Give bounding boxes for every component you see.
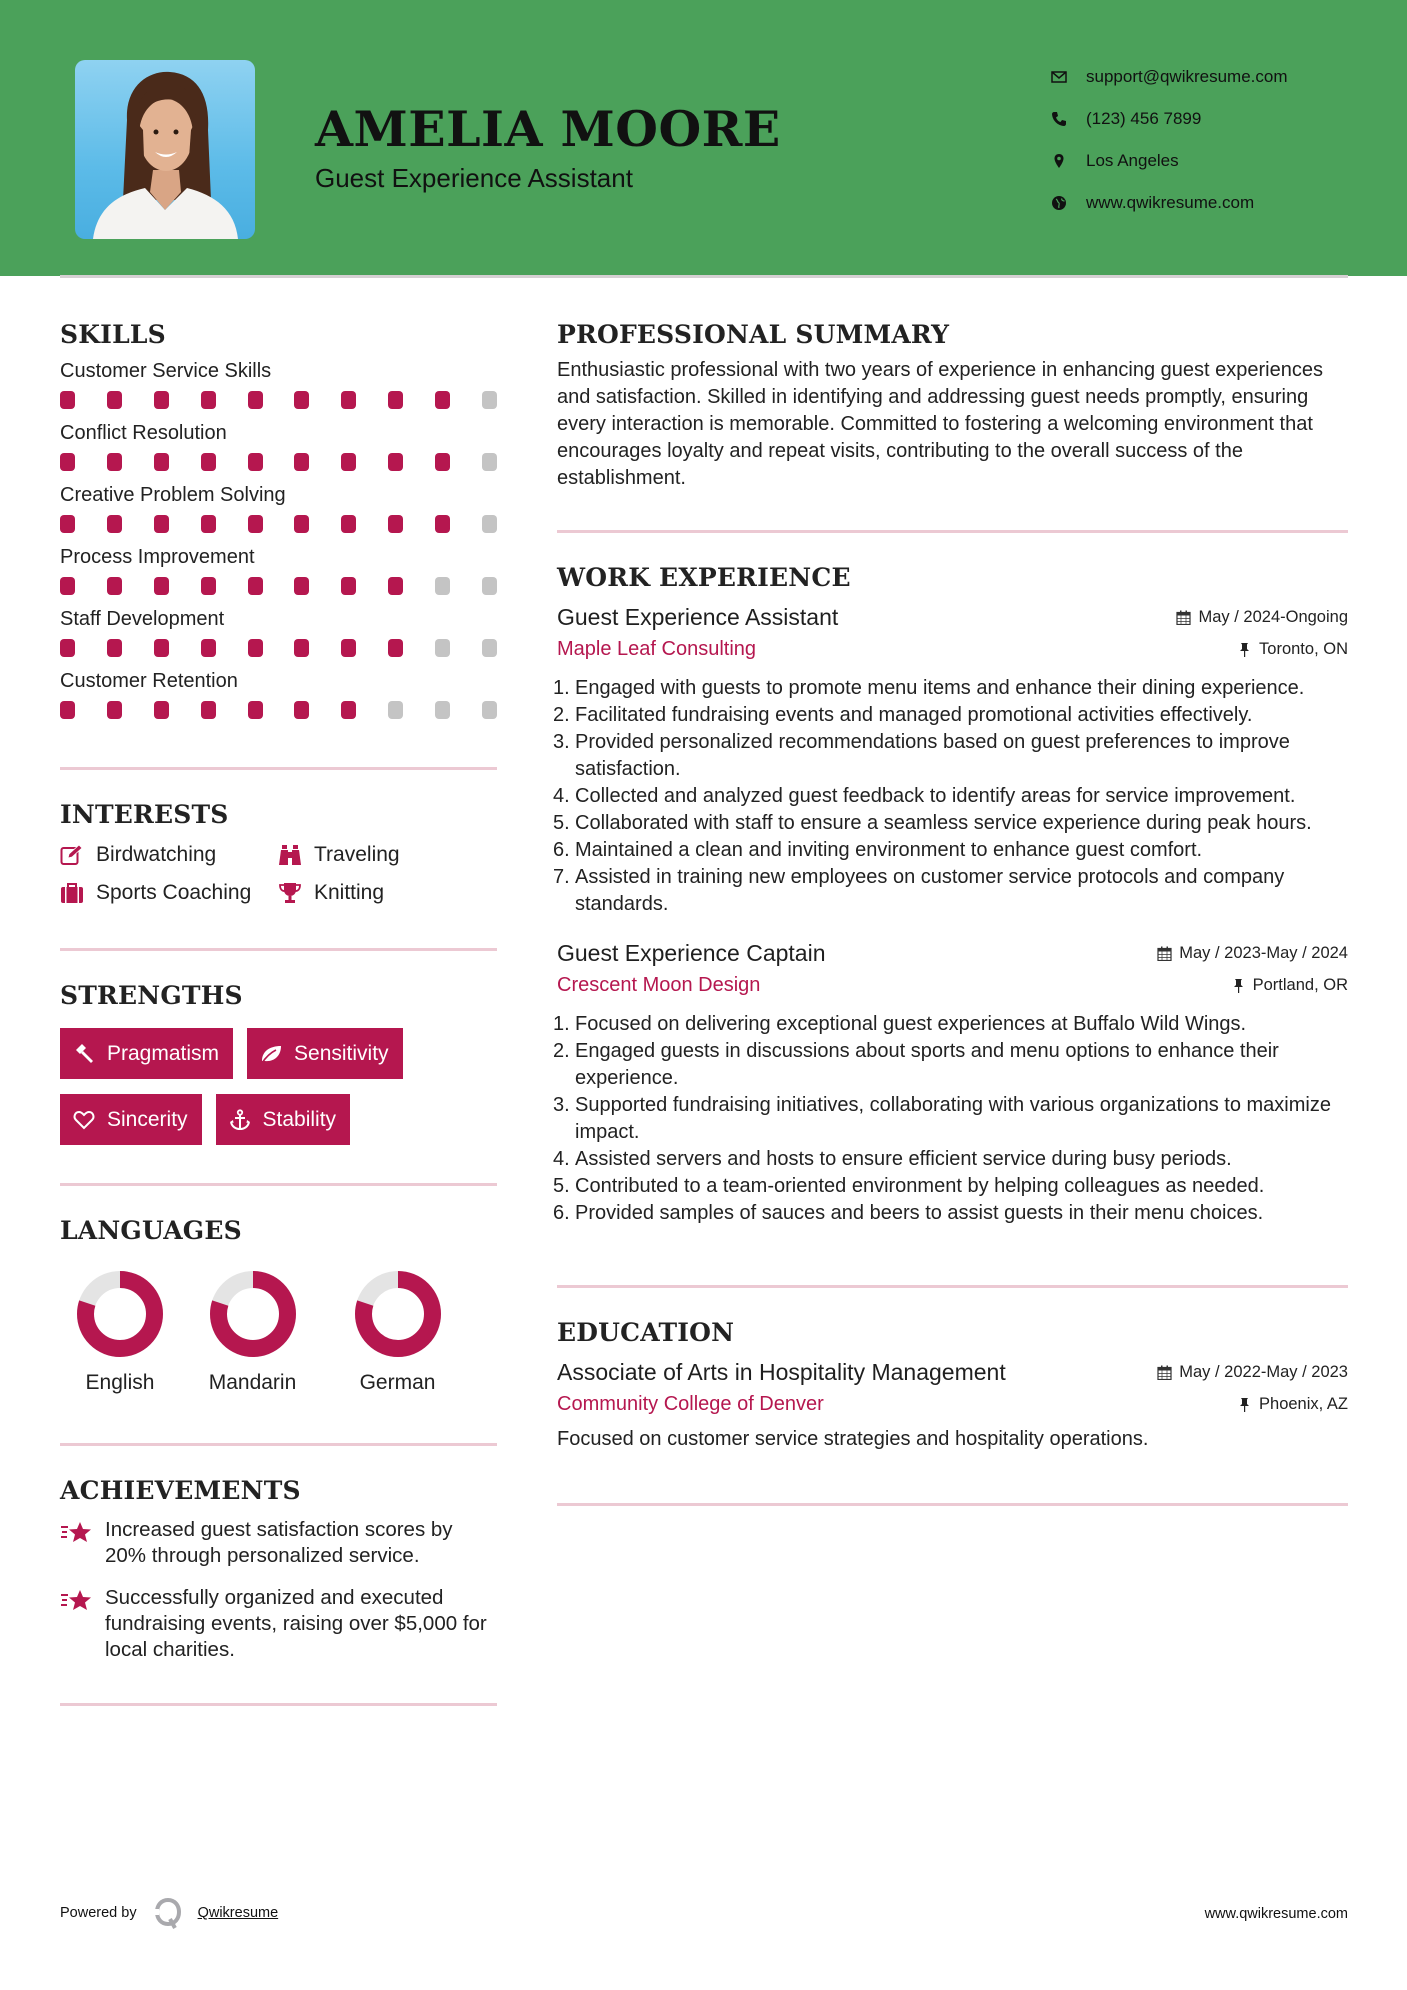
envelope-icon [1050, 68, 1068, 86]
achievement-text: Increased guest satisfaction scores by 20% through personalized service. [105, 1518, 453, 1567]
pushpin-icon [1231, 978, 1246, 993]
qwikresume-link[interactable]: Qwikresume [197, 1905, 279, 1921]
rating-dot-filled [107, 391, 122, 409]
map-marker-icon [1050, 152, 1068, 170]
achievement-item [60, 1585, 497, 1663]
job-subheader [557, 638, 1348, 661]
job-bullet: Focused on delivering exceptional guest experiences at Buffalo Wild Wings. [575, 1013, 1247, 1035]
skills-list [60, 357, 497, 721]
rating-dot-filled [435, 515, 450, 533]
rating-dot-filled [201, 577, 216, 595]
rating-dot-filled [341, 577, 356, 595]
language-label: English [85, 1371, 155, 1394]
rating-dot-filled [107, 639, 122, 657]
languages-list [60, 1271, 497, 1395]
rating-dot-filled [294, 453, 309, 471]
job-location [1231, 976, 1348, 995]
rating-dot-filled [107, 515, 122, 533]
languages-section [60, 1216, 497, 1395]
education-dates [1157, 1363, 1348, 1382]
achievement-text: Successfully organized and executed fundraising events, raising over $5,000 for local charities. [105, 1586, 487, 1661]
rating-dot-empty [482, 639, 497, 657]
section-divider [60, 767, 497, 770]
rating-dot-filled [60, 639, 75, 657]
interest-item [278, 881, 478, 905]
skill-label: Customer Service Skills [60, 360, 272, 382]
interests-heading: INTERESTS [60, 800, 229, 829]
trophy-icon [278, 881, 304, 905]
contact-location [1050, 140, 1288, 182]
job-header [557, 940, 1348, 967]
rating-dot-filled [341, 391, 356, 409]
calendar-icon [1157, 946, 1172, 961]
rating-dot-filled [107, 577, 122, 595]
left-column [60, 320, 497, 1706]
interest-label: Traveling [314, 843, 400, 866]
education-degree: Associate of Arts in Hospitality Management [557, 1359, 1006, 1385]
rating-dot-filled [60, 391, 75, 409]
rating-dot-filled [201, 639, 216, 657]
strengths-heading: STRENGTHS [60, 981, 243, 1010]
rating-dot-filled [201, 453, 216, 471]
rating-dot-filled [341, 639, 356, 657]
job-bullet: Engaged with guests to promote menu items and enhance their dining experience. [575, 677, 1305, 699]
job-location [1237, 640, 1348, 659]
section-divider [60, 1443, 497, 1446]
job-bullet: Assisted servers and hosts to ensure efficient service during busy periods. [575, 1148, 1232, 1170]
summary-heading: PROFESSIONAL SUMMARY [557, 320, 950, 349]
job-location-text: Portland, OR [1252, 976, 1348, 994]
job-subheader [557, 974, 1348, 997]
strength-chip [247, 1028, 403, 1079]
education-section [557, 1318, 1348, 1453]
achievements-heading: ACHIEVEMENTS [60, 1476, 301, 1505]
job-bullet: Collaborated with staff to ensure a seamless service experience during peak hours. [575, 812, 1312, 834]
rating-dot-filled [388, 453, 403, 471]
qwikresume-logo-icon [153, 1897, 183, 1929]
shooting-star-icon [60, 1519, 94, 1569]
section-divider [60, 948, 497, 951]
job-bullet: Collected and analyzed guest feedback to identify areas for service improvement. [575, 785, 1296, 807]
contact-website [1050, 182, 1288, 224]
skill-label: Staff Development [60, 608, 225, 630]
rating-dot-filled [154, 515, 169, 533]
section-divider [557, 1503, 1348, 1506]
rating-dot-empty [435, 639, 450, 657]
skill-item [60, 667, 497, 721]
education-location-text: Phoenix, AZ [1259, 1395, 1348, 1413]
experience-section [557, 563, 1348, 1227]
language-label: Mandarin [208, 1371, 297, 1394]
rating-dot-filled [248, 577, 263, 595]
interest-label: Birdwatching [96, 843, 217, 866]
language-proficiency-donut [210, 1271, 296, 1357]
language-item [60, 1271, 180, 1395]
rating-dot-filled [388, 639, 403, 657]
edit-icon [60, 843, 86, 867]
skill-label: Process Improvement [60, 546, 255, 568]
education-heading: EDUCATION [557, 1318, 735, 1347]
education-entry [557, 1359, 1348, 1453]
binoculars-icon [278, 843, 304, 867]
rating-dot-filled [248, 391, 263, 409]
rating-dot-filled [201, 515, 216, 533]
rating-dot-filled [201, 701, 216, 719]
job-bullet: Assisted in training new employees on customer service protocols and company standards. [575, 866, 1285, 915]
suitcase-icon [60, 881, 86, 905]
skill-rating [60, 701, 497, 721]
rating-dot-filled [154, 453, 169, 471]
job-role: Guest Experience Captain [557, 940, 826, 966]
job-bullet: Provided personalized recommendations based on guest preferences to improve satisfaction. [575, 731, 1290, 780]
rating-dot-filled [154, 391, 169, 409]
strength-label: Sincerity [107, 1107, 188, 1131]
skill-item [60, 481, 497, 535]
rating-dot-filled [388, 515, 403, 533]
pushpin-icon [1237, 1397, 1252, 1412]
rating-dot-filled [388, 391, 403, 409]
rating-dot-filled [60, 515, 75, 533]
skill-item [60, 605, 497, 659]
education-location [1237, 1395, 1348, 1414]
leaf-icon [259, 1042, 283, 1066]
contact-location-text: Los Angeles [1086, 151, 1179, 170]
rating-dot-filled [60, 701, 75, 719]
rating-dot-filled [248, 515, 263, 533]
job-dates [1157, 944, 1348, 963]
language-proficiency-donut [77, 1271, 163, 1357]
job-header [557, 604, 1348, 631]
strength-label: Sensitivity [294, 1041, 389, 1065]
language-item [325, 1271, 470, 1395]
heart-icon [72, 1108, 96, 1132]
contact-email [1050, 56, 1288, 98]
rating-dot-filled [294, 701, 309, 719]
section-divider [60, 1183, 497, 1186]
contact-phone [1050, 98, 1288, 140]
strength-label: Pragmatism [107, 1041, 220, 1065]
shooting-star-icon [60, 1587, 94, 1663]
section-divider [557, 530, 1348, 533]
calendar-icon [1176, 610, 1191, 625]
globe-icon [1050, 194, 1068, 212]
rating-dot-filled [154, 701, 169, 719]
rating-dot-empty [482, 453, 497, 471]
language-label: German [359, 1371, 436, 1394]
skill-rating [60, 515, 497, 535]
powered-by-label: Powered by [60, 1905, 137, 1921]
job-bullet: Contributed to a team-oriented environment by helping colleagues as needed. [575, 1175, 1265, 1197]
rating-dot-empty [482, 577, 497, 595]
job-company: Maple Leaf Consulting [557, 638, 757, 660]
strength-label: Stability [262, 1107, 337, 1131]
skill-item [60, 419, 497, 473]
job-dates-text: May / 2024-Ongoing [1198, 608, 1348, 626]
section-divider [60, 1703, 497, 1706]
candidate-title: Guest Experience Assistant [315, 163, 633, 193]
calendar-icon [1157, 1365, 1172, 1380]
interest-label: Sports Coaching [96, 881, 252, 904]
achievement-item [60, 1517, 497, 1569]
interests-list [60, 843, 497, 905]
skill-rating [60, 391, 497, 411]
job-dates-text: May / 2023-May / 2024 [1179, 944, 1348, 962]
rating-dot-filled [341, 515, 356, 533]
experience-heading: WORK EXPERIENCE [557, 563, 851, 592]
rating-dot-filled [154, 577, 169, 595]
strengths-section [60, 981, 497, 1145]
skill-label: Creative Problem Solving [60, 484, 286, 506]
resume-header [0, 0, 1407, 276]
skill-label: Customer Retention [60, 670, 238, 692]
job-entry [557, 604, 1348, 918]
rating-dot-filled [60, 577, 75, 595]
skill-label: Conflict Resolution [60, 422, 227, 444]
section-divider [557, 1285, 1348, 1288]
language-item [180, 1271, 325, 1395]
skill-rating [60, 453, 497, 473]
job-location-text: Toronto, ON [1259, 640, 1348, 658]
profile-photo [75, 60, 255, 239]
education-school: Community College of Denver [557, 1393, 824, 1415]
rating-dot-filled [435, 453, 450, 471]
education-dates-text: May / 2022-May / 2023 [1179, 1363, 1348, 1381]
skill-rating [60, 577, 497, 597]
gavel-icon [72, 1042, 96, 1066]
contact-list [1050, 56, 1288, 224]
interest-label: Knitting [314, 881, 385, 904]
rating-dot-filled [248, 701, 263, 719]
contact-email-text[interactable]: support@qwikresume.com [1086, 67, 1288, 86]
rating-dot-filled [201, 391, 216, 409]
rating-dot-filled [294, 639, 309, 657]
rating-dot-empty [482, 701, 497, 719]
skill-item [60, 357, 497, 411]
job-bullet: Provided samples of sauces and beers to assist guests in their menu choices. [575, 1202, 1264, 1224]
rating-dot-filled [388, 577, 403, 595]
rating-dot-filled [341, 701, 356, 719]
pushpin-icon [1237, 642, 1252, 657]
skills-heading: SKILLS [60, 320, 166, 349]
rating-dot-empty [435, 701, 450, 719]
education-description: Focused on customer service strategies and hospitality operations. [557, 1428, 1149, 1450]
rating-dot-filled [107, 701, 122, 719]
skill-rating [60, 639, 497, 659]
skill-item [60, 543, 497, 597]
rating-dot-filled [294, 515, 309, 533]
rating-dot-empty [388, 701, 403, 719]
job-bullet: Maintained a clean and inviting environment to enhance guest comfort. [575, 839, 1203, 861]
job-bullets [557, 675, 1348, 918]
interests-section [60, 800, 497, 905]
contact-website-text[interactable]: www.qwikresume.com [1086, 193, 1255, 212]
summary-section [557, 320, 1348, 492]
header-divider [60, 275, 1348, 278]
rating-dot-filled [154, 639, 169, 657]
footer-website[interactable]: www.qwikresume.com [1204, 1906, 1348, 1922]
rating-dot-filled [107, 453, 122, 471]
skills-section [60, 320, 497, 721]
phone-icon [1050, 110, 1068, 128]
job-bullets [557, 1011, 1348, 1227]
rating-dot-empty [482, 391, 497, 409]
job-bullet: Engaged guests in discussions about sports and menu options to enhance their experience. [575, 1040, 1279, 1089]
interest-item [60, 881, 278, 905]
languages-heading: LANGUAGES [60, 1216, 242, 1245]
rating-dot-filled [341, 453, 356, 471]
job-role: Guest Experience Assistant [557, 604, 839, 630]
portrait-illustration [75, 60, 255, 239]
language-proficiency-donut [355, 1271, 441, 1357]
rating-dot-filled [435, 391, 450, 409]
interest-item [60, 843, 278, 867]
rating-dot-filled [294, 577, 309, 595]
contact-phone-text: (123) 456 7899 [1086, 109, 1202, 128]
job-company: Crescent Moon Design [557, 974, 761, 996]
job-bullet: Facilitated fundraising events and managed promotional activities effectively. [575, 704, 1253, 726]
job-bullet: Supported fundraising initiatives, collaborating with various organizations to maximize impact. [575, 1094, 1331, 1143]
education-header [557, 1359, 1348, 1386]
candidate-name: AMELIA MOORE [315, 100, 781, 158]
rating-dot-filled [294, 391, 309, 409]
education-subheader [557, 1393, 1348, 1416]
interest-item [278, 843, 478, 867]
strength-chip [60, 1028, 233, 1079]
strengths-list [60, 1028, 497, 1145]
rating-dot-empty [482, 515, 497, 533]
achievements-section [60, 1476, 497, 1663]
rating-dot-empty [435, 577, 450, 595]
right-column [557, 320, 1348, 1506]
job-entry [557, 940, 1348, 1227]
job-dates [1176, 608, 1348, 627]
anchor-icon [228, 1108, 252, 1132]
rating-dot-filled [248, 639, 263, 657]
summary-text: Enthusiastic professional with two years of experience in enhancing guest experiences and satisfaction. Skilled in identifying and addressing guest needs promptly, ensuring every interaction is memorable. Committed to fostering a welcoming environment that encourages loyalty and repeat visits, contributing to the overall success of the establishment. [557, 359, 1323, 489]
strength-chip [216, 1094, 351, 1145]
strength-chip [60, 1094, 202, 1145]
rating-dot-filled [248, 453, 263, 471]
rating-dot-filled [60, 453, 75, 471]
footer-powered-by [60, 1897, 278, 1929]
